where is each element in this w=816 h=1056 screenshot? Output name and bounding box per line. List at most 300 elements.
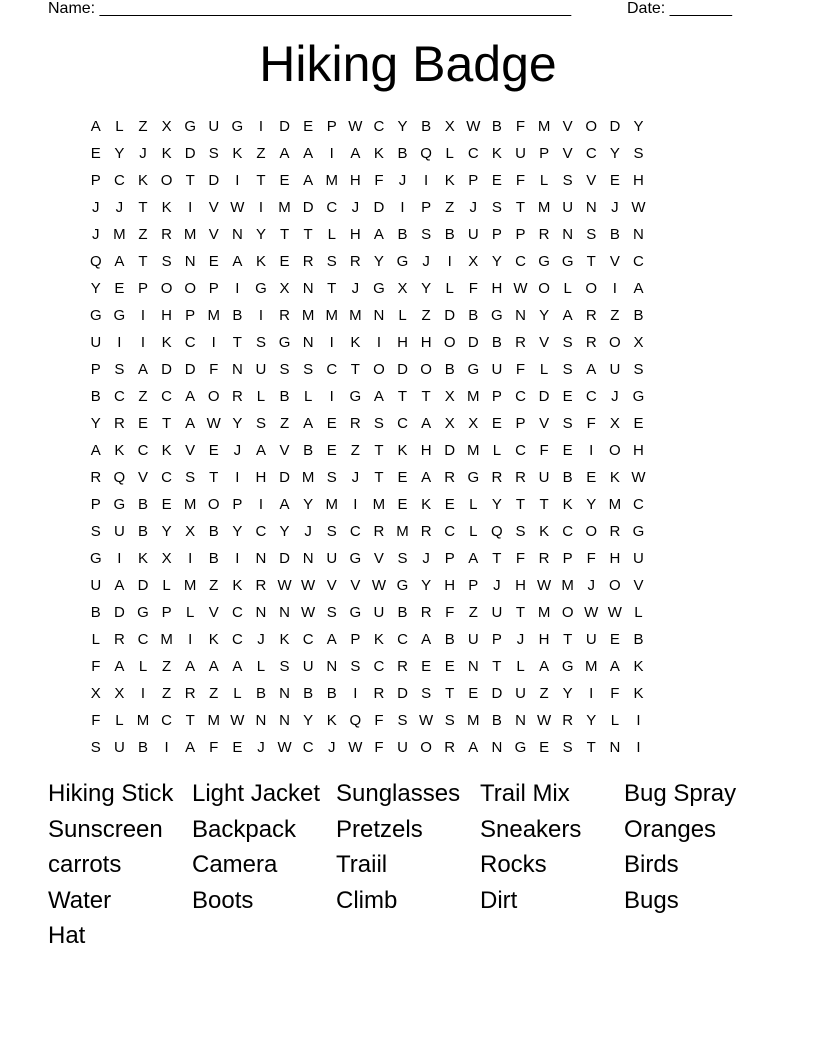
grid-row — [84, 140, 734, 167]
grid-letter: U — [467, 631, 479, 648]
grid-letter: E — [562, 442, 573, 459]
grid-letter: R — [538, 550, 550, 567]
grid-letter: N — [231, 361, 243, 378]
grid-letter: A — [232, 253, 243, 270]
grid-letter: E — [633, 415, 644, 432]
grid-letter: O — [160, 280, 173, 297]
grid-letter: H — [420, 442, 432, 459]
grid-letter: F — [610, 685, 620, 702]
grid-row — [84, 437, 734, 464]
grid-letter: O — [420, 361, 432, 378]
grid-letter: M — [301, 469, 315, 486]
grid-letter: H — [633, 442, 644, 459]
grid-letter: E — [397, 496, 408, 513]
grid-letter: P — [326, 118, 337, 135]
grid-letter: R — [279, 307, 290, 324]
grid-letter: V — [208, 604, 219, 621]
grid-letter: S — [515, 523, 526, 540]
grid-letter: N — [255, 604, 267, 621]
grid-letter: S — [633, 361, 644, 378]
grid-letter: G — [373, 280, 385, 297]
grid-letter: A — [114, 658, 125, 675]
grid-letter: Y — [421, 577, 432, 594]
grid-letter: C — [302, 631, 314, 648]
grid-letter: H — [444, 577, 456, 594]
grid-letter: T — [303, 226, 313, 243]
grid-letter: G — [113, 307, 126, 324]
grid-letter: A — [232, 658, 243, 675]
grid-letter: N — [279, 604, 290, 621]
grid-letter: A — [633, 280, 644, 297]
grid-letter: I — [258, 199, 264, 216]
grid-row — [84, 491, 734, 518]
grid-letter: Q — [113, 469, 126, 486]
grid-letter: G — [514, 739, 527, 756]
grid-letter: R — [184, 685, 196, 702]
grid-letter: V — [185, 442, 196, 459]
grid-letter: T — [374, 469, 384, 486]
grid-letter: V — [633, 577, 644, 594]
grid-letter: B — [255, 685, 266, 702]
grid-letter: O — [538, 280, 550, 297]
grid-letter: S — [397, 550, 408, 567]
grid-letter: Z — [209, 577, 219, 594]
grid-letter: E — [539, 739, 550, 756]
grid-letter: T — [515, 604, 526, 621]
grid-letter: I — [400, 199, 405, 216]
grid-letter: X — [468, 415, 479, 432]
grid-letter: F — [209, 739, 219, 756]
grid-letter: S — [562, 739, 573, 756]
grid-letter: T — [350, 361, 360, 378]
grid-letter: R — [538, 226, 550, 243]
grid-letter: Y — [397, 118, 408, 135]
grid-letter: Z — [138, 118, 148, 135]
grid-letter: S — [255, 334, 266, 351]
grid-letter: T — [515, 496, 526, 513]
grid-letter: I — [636, 739, 641, 756]
grid-letter: G — [278, 334, 291, 351]
grid-letter: N — [326, 658, 338, 675]
grid-letter: R — [609, 523, 621, 540]
grid-letter: F — [586, 415, 596, 432]
grid-letter: J — [351, 199, 360, 216]
grid-letter: D — [184, 145, 196, 162]
grid-letter: U — [302, 658, 314, 675]
grid-letter: R — [420, 604, 432, 621]
grid-letter: S — [255, 415, 266, 432]
grid-letter: B — [137, 523, 148, 540]
grid-letter: G — [467, 361, 480, 378]
grid-letter: C — [302, 739, 314, 756]
grid-letter: W — [536, 577, 552, 594]
grid-letter: F — [515, 550, 526, 567]
grid-letter: J — [398, 172, 407, 189]
grid-letter: X — [185, 523, 196, 540]
grid-letter: Y — [373, 253, 384, 270]
grid-letter: K — [350, 334, 361, 351]
grid-letter: C — [373, 118, 385, 135]
grid-letter: I — [329, 334, 334, 351]
grid-row — [84, 302, 734, 329]
grid-letter: U — [515, 145, 526, 162]
page-title: Hiking Badge — [259, 36, 557, 92]
grid-letter: Z — [610, 307, 620, 324]
grid-letter: I — [329, 145, 334, 162]
grid-letter: S — [444, 712, 455, 729]
grid-letter: R — [585, 307, 597, 324]
grid-letter: K — [114, 442, 125, 459]
grid-letter: P — [444, 550, 455, 567]
grid-letter: E — [232, 739, 243, 756]
grid-letter: S — [303, 361, 314, 378]
grid-letter: E — [586, 469, 597, 486]
grid-letter: E — [161, 496, 172, 513]
grid-letter: K — [137, 172, 148, 189]
grid-letter: P — [232, 496, 243, 513]
word-bank-item: Camera — [192, 851, 278, 878]
grid-letter: I — [235, 550, 240, 567]
grid-letter: M — [113, 226, 126, 243]
grid-letter: I — [636, 712, 641, 729]
grid-letter: T — [421, 388, 431, 405]
grid-letter: F — [515, 172, 526, 189]
grid-letter: C — [349, 523, 361, 540]
grid-letter: K — [633, 658, 644, 675]
grid-letter: T — [327, 280, 337, 297]
grid-letter: A — [468, 550, 479, 567]
grid-letter: K — [326, 712, 337, 729]
grid-letter: K — [539, 523, 550, 540]
grid-letter: T — [539, 496, 549, 513]
grid-letter: U — [113, 523, 125, 540]
grid-letter: Y — [161, 523, 172, 540]
grid-letter: S — [279, 361, 290, 378]
grid-letter: S — [114, 361, 125, 378]
grid-letter: A — [185, 388, 196, 405]
grid-letter: I — [188, 550, 193, 567]
grid-letter: L — [115, 712, 124, 729]
grid-letter: G — [255, 280, 267, 297]
word-bank-item: Birds — [624, 851, 679, 878]
grid-letter: B — [444, 361, 455, 378]
grid-row — [84, 410, 734, 437]
name-field: Name: _____________________________________________________ — [48, 0, 572, 17]
grid-letter: B — [444, 226, 455, 243]
grid-letter: R — [113, 631, 125, 648]
grid-letter: U — [255, 361, 267, 378]
grid-letter: B — [90, 388, 101, 405]
grid-letter: S — [491, 199, 502, 216]
grid-letter: A — [373, 226, 384, 243]
grid-letter: U — [208, 118, 220, 135]
grid-letter: C — [515, 442, 526, 459]
grid-letter: A — [303, 145, 314, 162]
grid-letter: E — [114, 280, 125, 297]
grid-letter: N — [562, 226, 574, 243]
grid-letter: L — [469, 523, 478, 540]
grid-letter: D — [161, 361, 172, 378]
grid-letter: G — [561, 658, 574, 675]
grid-letter: D — [208, 172, 220, 189]
grid-letter: N — [279, 712, 290, 729]
grid-letter: C — [255, 523, 267, 540]
grid-letter: J — [351, 280, 360, 297]
grid-letter: M — [183, 577, 197, 594]
grid-letter: I — [258, 496, 264, 513]
grid-letter: C — [585, 145, 597, 162]
grid-letter: B — [232, 307, 243, 324]
grid-letter: U — [467, 226, 479, 243]
grid-letter: R — [90, 469, 102, 486]
grid-letter: T — [492, 550, 502, 567]
grid-letter: G — [491, 307, 503, 324]
grid-letter: N — [633, 226, 644, 243]
grid-letter: V — [326, 577, 337, 594]
grid-letter: N — [302, 280, 314, 297]
grid-letter: X — [444, 388, 455, 405]
grid-letter: K — [279, 631, 290, 648]
grid-letter: U — [609, 361, 621, 378]
grid-letter: N — [585, 199, 597, 216]
grid-letter: N — [373, 307, 385, 324]
grid-letter: J — [233, 442, 242, 459]
grid-letter: O — [373, 361, 385, 378]
grid-letter: A — [279, 496, 290, 513]
grid-letter: P — [90, 361, 101, 378]
grid-letter: X — [397, 280, 408, 297]
grid-letter: O — [585, 523, 598, 540]
grid-letter: R — [515, 334, 526, 351]
grid-letter: A — [208, 658, 219, 675]
grid-letter: R — [491, 469, 503, 486]
grid-letter: V — [208, 199, 219, 216]
grid-letter: K — [421, 496, 432, 513]
grid-letter: K — [491, 145, 502, 162]
grid-letter: Y — [90, 415, 101, 432]
grid-letter: C — [326, 361, 338, 378]
grid-letter: G — [396, 253, 409, 270]
grid-letter: B — [491, 118, 502, 135]
grid-letter: W — [277, 577, 292, 594]
grid-letter: E — [279, 172, 290, 189]
grid-letter: U — [491, 361, 503, 378]
word-bank-item: Boots — [192, 886, 254, 914]
grid-letter: C — [444, 523, 456, 540]
grid-letter: P — [137, 280, 148, 297]
grid-letter: K — [255, 253, 266, 270]
grid-letter: W — [371, 577, 386, 594]
grid-letter: T — [445, 685, 455, 702]
grid-letter: T — [138, 199, 148, 216]
grid-letter: C — [231, 604, 243, 621]
grid-letter: K — [633, 685, 644, 702]
grid-letter: L — [516, 658, 525, 675]
grid-letter: D — [444, 307, 456, 324]
grid-letter: C — [397, 631, 408, 648]
grid-letter: B — [208, 523, 219, 540]
grid-letter: M — [301, 307, 315, 324]
grid-letter: T — [256, 172, 266, 189]
grid-letter: K — [137, 550, 148, 567]
grid-letter: D — [184, 361, 196, 378]
grid-letter: B — [491, 712, 502, 729]
grid-letter: W — [230, 199, 245, 216]
grid-letter: J — [422, 550, 430, 567]
grid-letter: Y — [633, 118, 644, 135]
grid-letter: J — [115, 199, 124, 216]
grid-letter: M — [561, 577, 574, 594]
grid-letter: R — [373, 685, 385, 702]
grid-letter: A — [562, 307, 573, 324]
grid-letter: W — [466, 118, 481, 135]
word-bank-item: Bugs — [624, 886, 679, 914]
grid-letter: R — [373, 523, 385, 540]
grid-letter: Y — [303, 496, 314, 513]
grid-letter: P — [161, 604, 172, 621]
grid-letter: Z — [445, 199, 455, 216]
grid-letter: H — [161, 307, 172, 324]
grid-letter: L — [445, 280, 454, 297]
grid-letter: I — [140, 685, 146, 702]
grid-letter: Y — [586, 496, 597, 513]
grid-letter: R — [113, 415, 125, 432]
grid-letter: D — [491, 685, 503, 702]
grid-letter: G — [349, 550, 362, 567]
grid-letter: Z — [161, 658, 172, 675]
grid-letter: S — [185, 469, 196, 486]
word-bank-item: Hiking Stick — [48, 780, 174, 807]
grid-letter: O — [609, 334, 621, 351]
grid-letter: H — [255, 469, 267, 486]
grid-letter: L — [563, 280, 572, 297]
grid-letter: I — [612, 280, 617, 297]
grid-letter: Z — [350, 442, 360, 459]
grid-letter: X — [161, 550, 172, 567]
grid-letter: S — [633, 145, 644, 162]
grid-letter: A — [421, 415, 432, 432]
grid-letter: P — [562, 550, 573, 567]
grid-letter: B — [137, 496, 148, 513]
grid-letter: P — [491, 226, 502, 243]
grid-letter: J — [469, 199, 478, 216]
grid-letter: T — [586, 739, 596, 756]
grid-letter: U — [562, 199, 574, 216]
grid-letter: U — [491, 604, 503, 621]
grid-letter: L — [233, 685, 242, 702]
grid-letter: I — [235, 469, 240, 486]
word-bank — [48, 780, 788, 951]
grid-letter: S — [279, 658, 290, 675]
grid-letter: S — [90, 523, 101, 540]
grid-letter: R — [349, 415, 361, 432]
grid-letter: E — [397, 469, 408, 486]
grid-row — [84, 653, 734, 680]
grid-row — [84, 221, 734, 248]
grid-letter: D — [279, 469, 290, 486]
grid-letter: G — [113, 496, 126, 513]
grid-letter: E — [609, 172, 620, 189]
grid-letter: L — [256, 658, 266, 675]
grid-letter: K — [161, 334, 172, 351]
grid-letter: K — [161, 199, 172, 216]
grid-row — [84, 572, 734, 599]
grid-row — [84, 626, 734, 653]
grid-letter: W — [301, 604, 316, 621]
grid-letter: I — [258, 118, 264, 135]
grid-letter: N — [515, 712, 526, 729]
grid-letter: O — [609, 442, 621, 459]
grid-letter: A — [609, 658, 620, 675]
grid-letter: W — [607, 604, 622, 621]
grid-letter: Z — [256, 145, 266, 162]
grid-letter: M — [372, 496, 386, 513]
grid-row — [84, 707, 734, 734]
grid-letter: Q — [491, 523, 503, 540]
grid-letter: H — [609, 550, 621, 567]
grid-letter: K — [444, 172, 455, 189]
grid-letter: H — [420, 334, 432, 351]
grid-letter: K — [397, 442, 408, 459]
grid-letter: I — [235, 172, 240, 189]
grid-letter: C — [326, 199, 338, 216]
grid-letter: J — [587, 577, 596, 594]
grid-letter: K — [373, 631, 384, 648]
grid-letter: Z — [138, 388, 148, 405]
grid-letter: O — [561, 604, 574, 621]
grid-letter: V — [609, 253, 620, 270]
grid-letter: R — [231, 388, 243, 405]
grid-letter: J — [516, 631, 525, 648]
grid-letter: S — [586, 226, 597, 243]
grid-letter: L — [634, 604, 643, 621]
grid-row — [84, 680, 734, 707]
grid-letter: E — [444, 658, 455, 675]
grid-letter: Z — [161, 685, 172, 702]
grid-letter: E — [491, 415, 502, 432]
grid-letter: N — [184, 253, 196, 270]
word-bank-item: Climb — [336, 886, 398, 914]
grid-letter: V — [137, 469, 148, 486]
grid-letter: U — [90, 334, 102, 351]
grid-letter: W — [206, 415, 221, 432]
grid-letter: B — [326, 685, 337, 702]
grid-letter: G — [632, 388, 645, 405]
word-bank-item: Trail Mix — [480, 780, 570, 807]
word-bank-item: Oranges — [624, 815, 717, 843]
grid-letter: J — [257, 739, 265, 756]
word-bank-item: Dirt — [480, 886, 518, 914]
grid-letter: A — [421, 469, 432, 486]
grid-letter: P — [208, 280, 219, 297]
grid-letter: E — [137, 415, 148, 432]
grid-letter: A — [279, 145, 290, 162]
grid-letter: R — [585, 334, 597, 351]
grid-letter: I — [140, 334, 146, 351]
grid-row — [84, 383, 734, 410]
grid-letter: F — [374, 712, 384, 729]
grid-letter: W — [513, 280, 528, 297]
grid-letter: E — [609, 631, 620, 648]
grid-letter: A — [185, 658, 196, 675]
grid-letter: O — [160, 172, 173, 189]
grid-letter: B — [397, 604, 408, 621]
grid-letter: B — [303, 442, 314, 459]
grid-letter: H — [515, 577, 526, 594]
grid-letter: U — [373, 604, 385, 621]
grid-letter: C — [515, 388, 526, 405]
grid-letter: I — [140, 307, 146, 324]
